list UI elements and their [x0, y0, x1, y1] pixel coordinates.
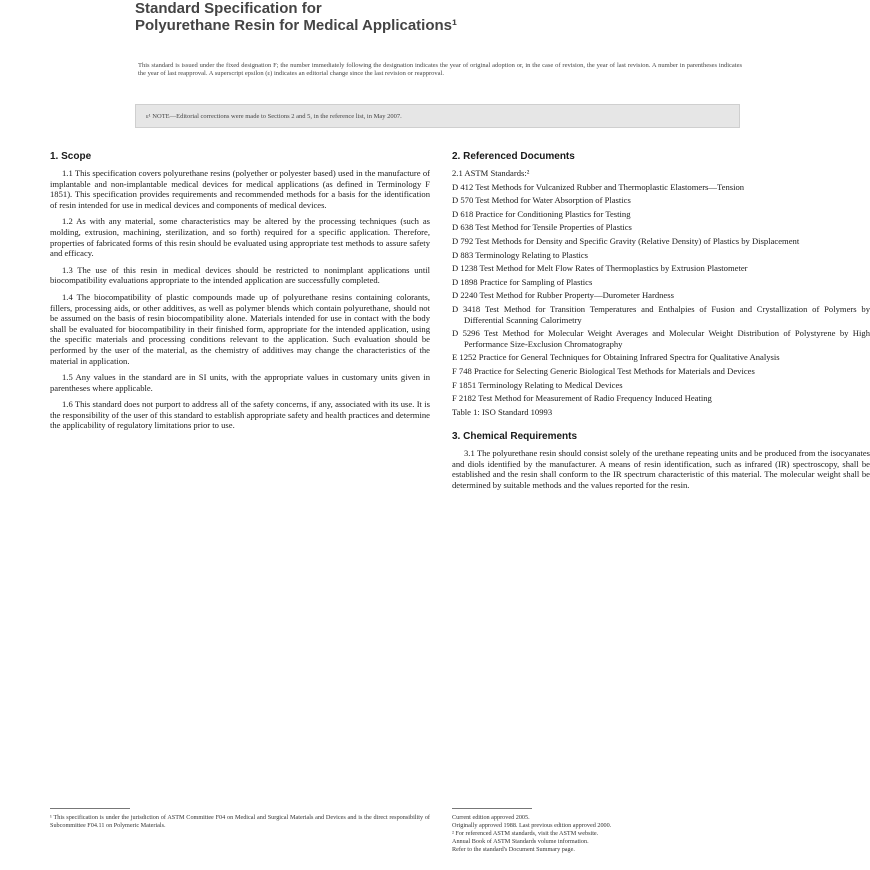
footnote-line: Annual Book of ASTM Standards volume information.	[452, 838, 589, 845]
chemical-requirements-heading: 3. Chemical Requirements	[452, 431, 578, 443]
title-block	[135, 0, 755, 34]
reference-item: 2.1 ASTM Standards:²	[452, 168, 530, 178]
reference-item: D 2240 Test Method for Rubber Property—Durometer Hardness	[452, 290, 674, 301]
reference-item: D 638 Test Method for Tensile Properties of Plastics	[452, 222, 632, 233]
issuance-notice: This standard is issued under the fixed designation F; the number immediately following the designation indicates the year of original adoption or, in the case of revision, the year of last revision. A number in parentheses indicates the year of last reapproval. A superscript epsilon (ε) indicates an editorial change since the last revision or reapproval.	[138, 62, 742, 77]
section-spacer	[452, 420, 870, 430]
scope-paragraph-3: 1.3 The use of this resin in medical devices should be restricted to nonimplant applications until biocompatibility evaluations appropriate to the intended application are successfully completed.	[50, 264, 430, 286]
footnote-line: Originally approved 1988. Last previous edition approved 2000.	[452, 822, 612, 829]
footnote-line: ² For referenced ASTM standards, visit the ASTM website.	[452, 830, 599, 837]
reference-item: Table 1: ISO Standard 10993	[452, 406, 553, 417]
editorial-note-box	[135, 104, 740, 128]
reference-list	[452, 168, 870, 417]
reference-item: D 3418 Test Method for Transition Temperatures and Enthalpies of Fusion and Crystallization of Polymers by Differential Scanning Calorimetry	[452, 303, 870, 325]
reference-item: D 618 Practice for Conditioning Plastics for Testing	[452, 208, 631, 219]
scope-paragraph-5: 1.5 Any values in the standard are in SI units, with the appropriate values in customary units given in parentheses where applicable.	[50, 372, 430, 393]
footnote-line: Current edition approved 2005.	[452, 814, 530, 821]
chemical-requirements-paragraph: 3.1 The polyurethane resin should consist solely of the urethane repeating units and be produced from the isocyanates and diols identified by the manufacturer. A means of resin identification, such as infrared (IR) spectroscopy, shall be established and the resin shall conform to the IR spectrum characteristic of this material. The molecular weight shall be determined by suitable methods and the values reported for the resin.	[452, 448, 870, 491]
reference-item: D 1238 Test Method for Melt Flow Rates of Thermoplastics by Extrusion Plastometer	[452, 263, 748, 274]
reference-item: D 1898 Practice for Sampling of Plastics	[452, 276, 593, 287]
reference-item: F 748 Practice for Selecting Generic Biological Test Methods for Materials and Devices	[452, 365, 755, 376]
referenced-documents-heading: 2. Referenced Documents	[452, 151, 575, 162]
reference-item: D 412 Test Methods for Vulcanized Rubber and Thermoplastic Elastomers—Tension	[452, 181, 745, 192]
reference-item: D 570 Test Method for Water Absorption of Plastics	[452, 195, 631, 206]
scope-paragraph-2: 1.2 As with any material, some characteristics may be altered by the processing techniques (such as molding, extrusion, machining, sterilization, and so forth) required for a specific application. Therefore, properties of fabricated forms of this resin should be evaluated using appropriate test methods to assure safety and efficacy.	[50, 216, 430, 259]
footnote-divider-left	[50, 808, 130, 809]
footnote-divider-right	[452, 808, 532, 809]
reference-item: F 2182 Test Method for Measurement of Radio Frequency Induced Heating	[452, 393, 712, 404]
scope-heading: 1. Scope	[50, 151, 92, 162]
reference-item: D 5296 Test Method for Molecular Weight Averages and Molecular Weight Distribution of Polystyrene by High Performance Size-Exclusion Chromatography	[452, 328, 870, 349]
right-column	[452, 150, 870, 497]
reference-item: F 1851 Terminology Relating to Medical Devices	[452, 379, 623, 390]
reference-item: D 792 Test Methods for Density and Specific Gravity (Relative Density) of Plastics by Displacement	[452, 235, 800, 246]
document-title-line-2: Polyurethane Resin for Medical Applications¹	[135, 17, 458, 34]
footnote-right	[452, 814, 870, 854]
scope-paragraph-6: 1.6 This standard does not purport to address all of the safety concerns, if any, associated with its use. It is the responsibility of the user of this standard to establish appropriate safety and health practices and determine the applicability of regulatory limitations prior to use.	[50, 399, 430, 431]
footnote-left: ¹ This specification is under the jurisdiction of ASTM Committee F04 on Medical and Surgical Materials and Devices and is the direct responsibility of Subcommittee F04.11 on Polymeric Materials.	[50, 814, 430, 829]
footnote-line: Refer to the standard's Document Summary page.	[452, 846, 575, 853]
scope-paragraph-4: 1.4 The biocompatibility of plastic compounds made up of polyurethane resins containing colorants, fillers, processing aids, or other additives, as well as polymer blends which contain polyurethane, should not be assumed on the basis of resin biocompatibility alone. Materials intended for use in contact with the body shall be evaluated for biocompatibility in their finished form, appropriate for the intended application, using the specific materials and processing conditions relevant to the application. Such evaluation should be performed by the user of the material, as the chemistry of additives may change the characteristics of the material in application.	[50, 291, 430, 366]
editorial-note-text: ε¹ NOTE—Editorial corrections were made to Sections 2 and 5, in the reference list, in May 2007.	[146, 113, 402, 120]
reference-item: D 883 Terminology Relating to Plastics	[452, 249, 589, 260]
left-column	[50, 150, 430, 437]
reference-item: E 1252 Practice for General Techniques for Obtaining Infrared Spectra for Qualitative Analysis	[452, 352, 780, 363]
scope-paragraph-1: 1.1 This specification covers polyurethane resins (polyether or polyester based) used in the manufacture of implantable and non-implantable medical devices for medical applications (as defined in Terminology F 1851). This specification provides requirements and recommended methods for a basis for the identification of resin intended for use in medical devices and components of medical devices.	[50, 168, 430, 210]
document-title-line-1: Standard Specification for	[135, 0, 322, 17]
